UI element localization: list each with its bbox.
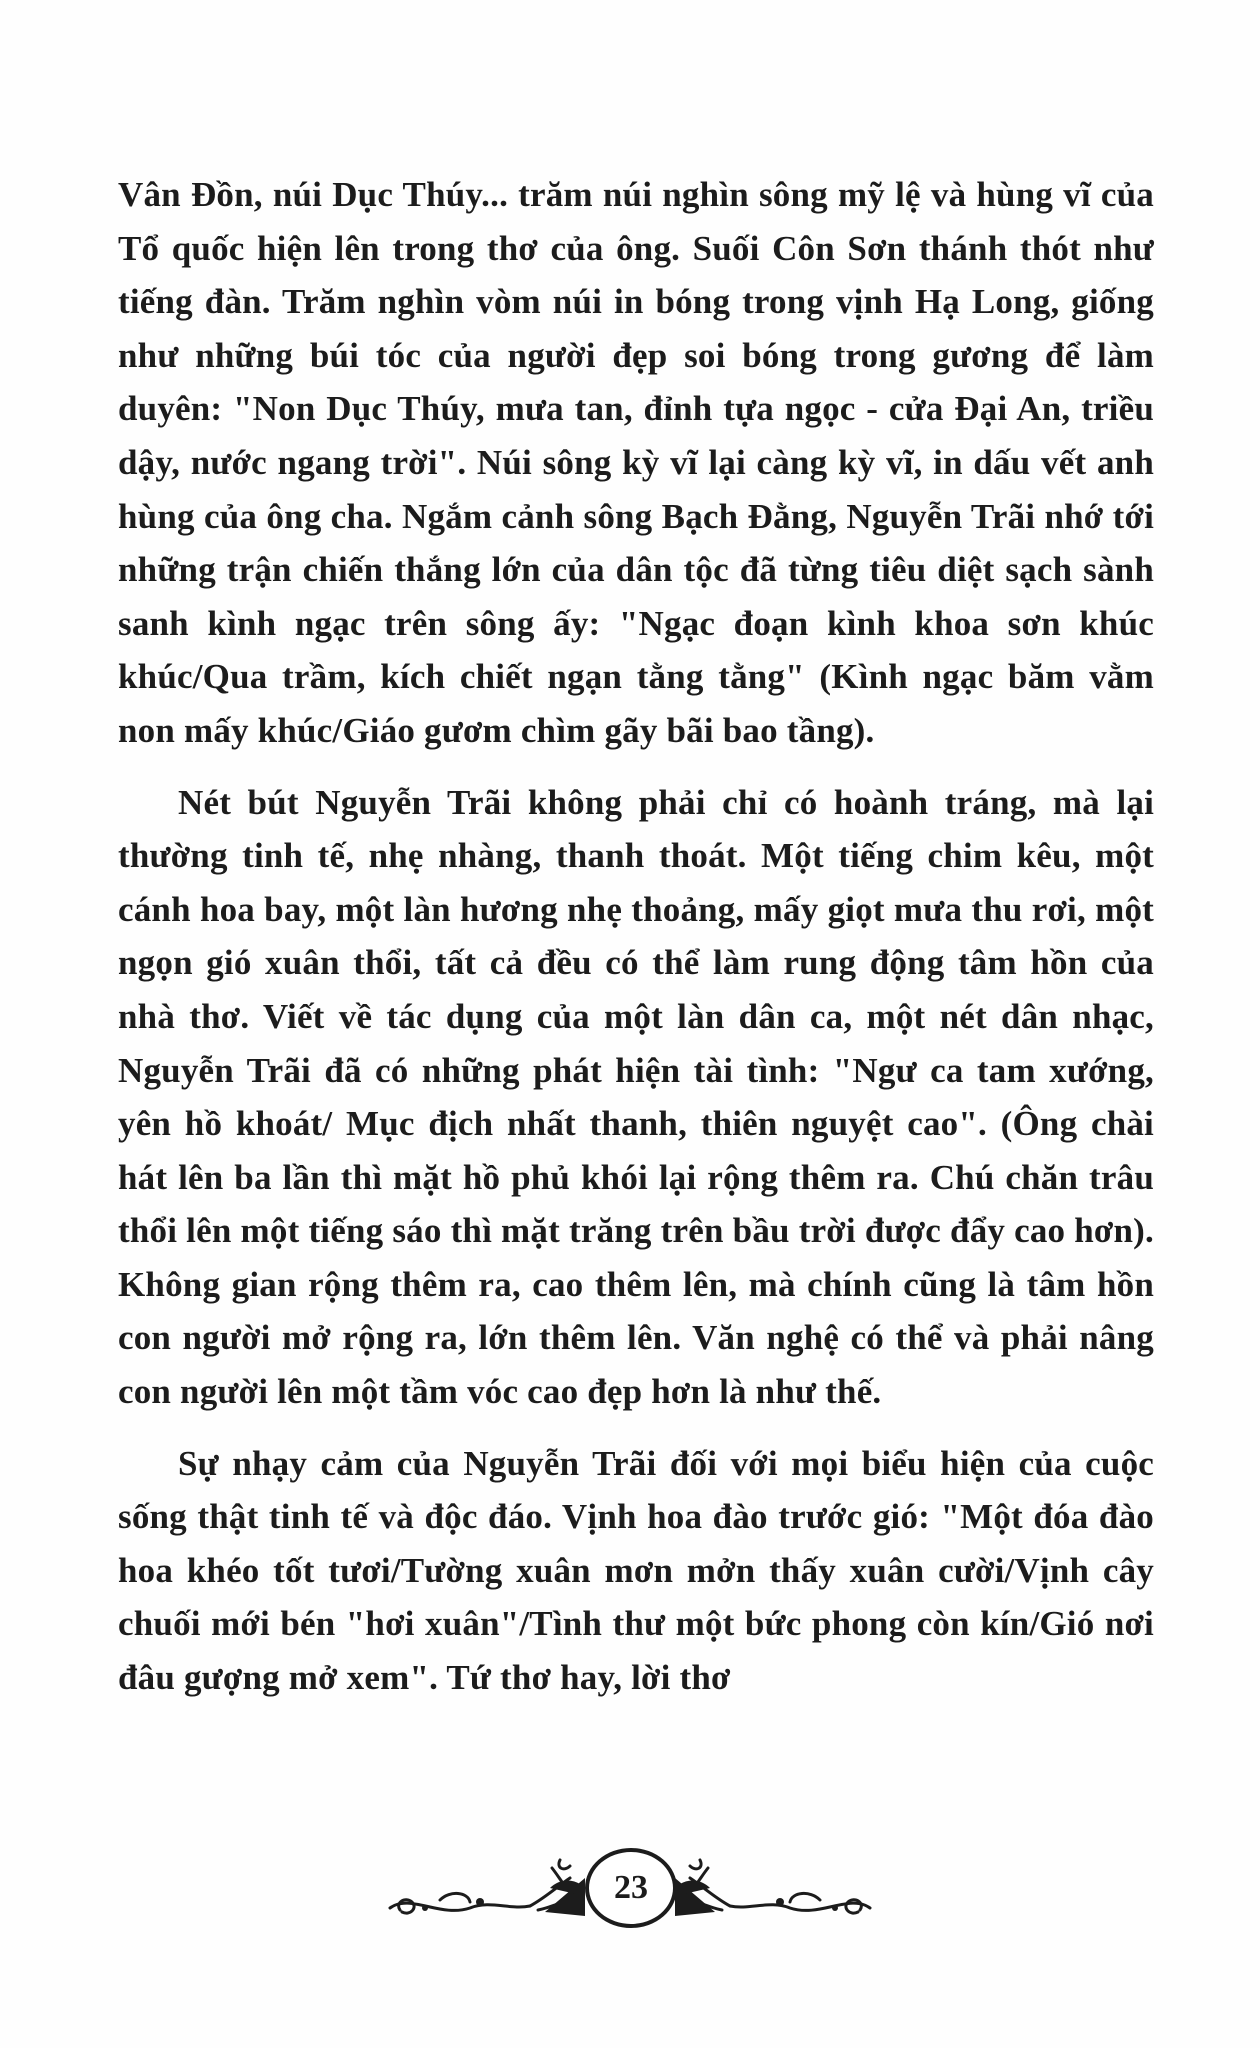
paragraph-1: Vân Đồn, núi Dục Thúy... trăm núi nghìn sông mỹ lệ và hùng vĩ của Tổ quốc hiện lên trong thơ của ông. Suối Côn Sơn thánh thót như tiếng đàn. Trăm nghìn vòm núi in bóng trong vịnh Hạ Long, giống như những búi tóc của người đẹp soi bóng trong gương để làm duyên: "Non Dục Thúy, mưa tan, đỉnh tựa ngọc - cửa Đại An, triều dậy, nước ngang trời". Núi sông kỳ vĩ lại càng kỳ vĩ, in dấu vết anh hùng của ông cha. Ngắm cảnh sông Bạch Đằng, Nguyễn Trãi nhớ tới những trận chiến thắng lớn của dân tộc đã từng tiêu diệt sạch sành sanh kình ngạc trên sông ấy: "Ngạc đoạn kình khoa sơn khúc khúc/Qua trầm, kích chiết ngạn tằng tằng" (Kình ngạc băm vằm non mấy khúc/Giáo gươm chìm gãy bãi bao tầng).	[118, 175, 1154, 750]
body-text	[118, 168, 1154, 1705]
paragraph-2: Nét bút Nguyễn Trãi không phải chỉ có hoành tráng, mà lại thường tinh tế, nhẹ nhàng, thanh thoát. Một tiếng chim kêu, một cánh hoa bay, một làn hương nhẹ thoảng, mấy giọt mưa thu rơi, một ngọn gió xuân thổi, tất cả đều có thể làm rung động tâm hồn của nhà thơ. Viết về tác dụng của một làn dân ca, một nét dân nhạc, Nguyễn Trãi đã có những phát hiện tài tình: "Ngư ca tam xướng, yên hồ khoát/ Mục địch nhất thanh, thiên nguyệt cao". (Ông chài hát lên ba lần thì mặt hồ phủ khói lại rộng thêm ra. Chú chăn trâu thổi lên một tiếng sáo thì mặt trăng trên bầu trời được đẩy cao hơn). Không gian rộng thêm ra, cao thêm lên, mà chính cũng là tâm hồn con người mở rộng ra, lớn thêm lên. Văn nghệ có thể và phải nâng con người lên một tầm vóc cao đẹp hơn là như thế.	[118, 782, 1154, 1412]
page-number: 23	[585, 1848, 677, 1928]
paragraph-3: Sự nhạy cảm của Nguyễn Trãi đối với mọi biểu hiện của cuộc sống thật tinh tế và độc đáo. Vịnh hoa đào trước gió: "Một đóa đào hoa khéo tốt tươi/Tường xuân mơn mởn thấy xuân cười/Vịnh cây chuối mới bén "hơi xuân"/Tình thư một bức phong còn kín/Gió nơi đâu gượng mở xem". Tứ thơ hay, lời thơ	[118, 1443, 1154, 1698]
page-footer	[380, 1838, 880, 1948]
